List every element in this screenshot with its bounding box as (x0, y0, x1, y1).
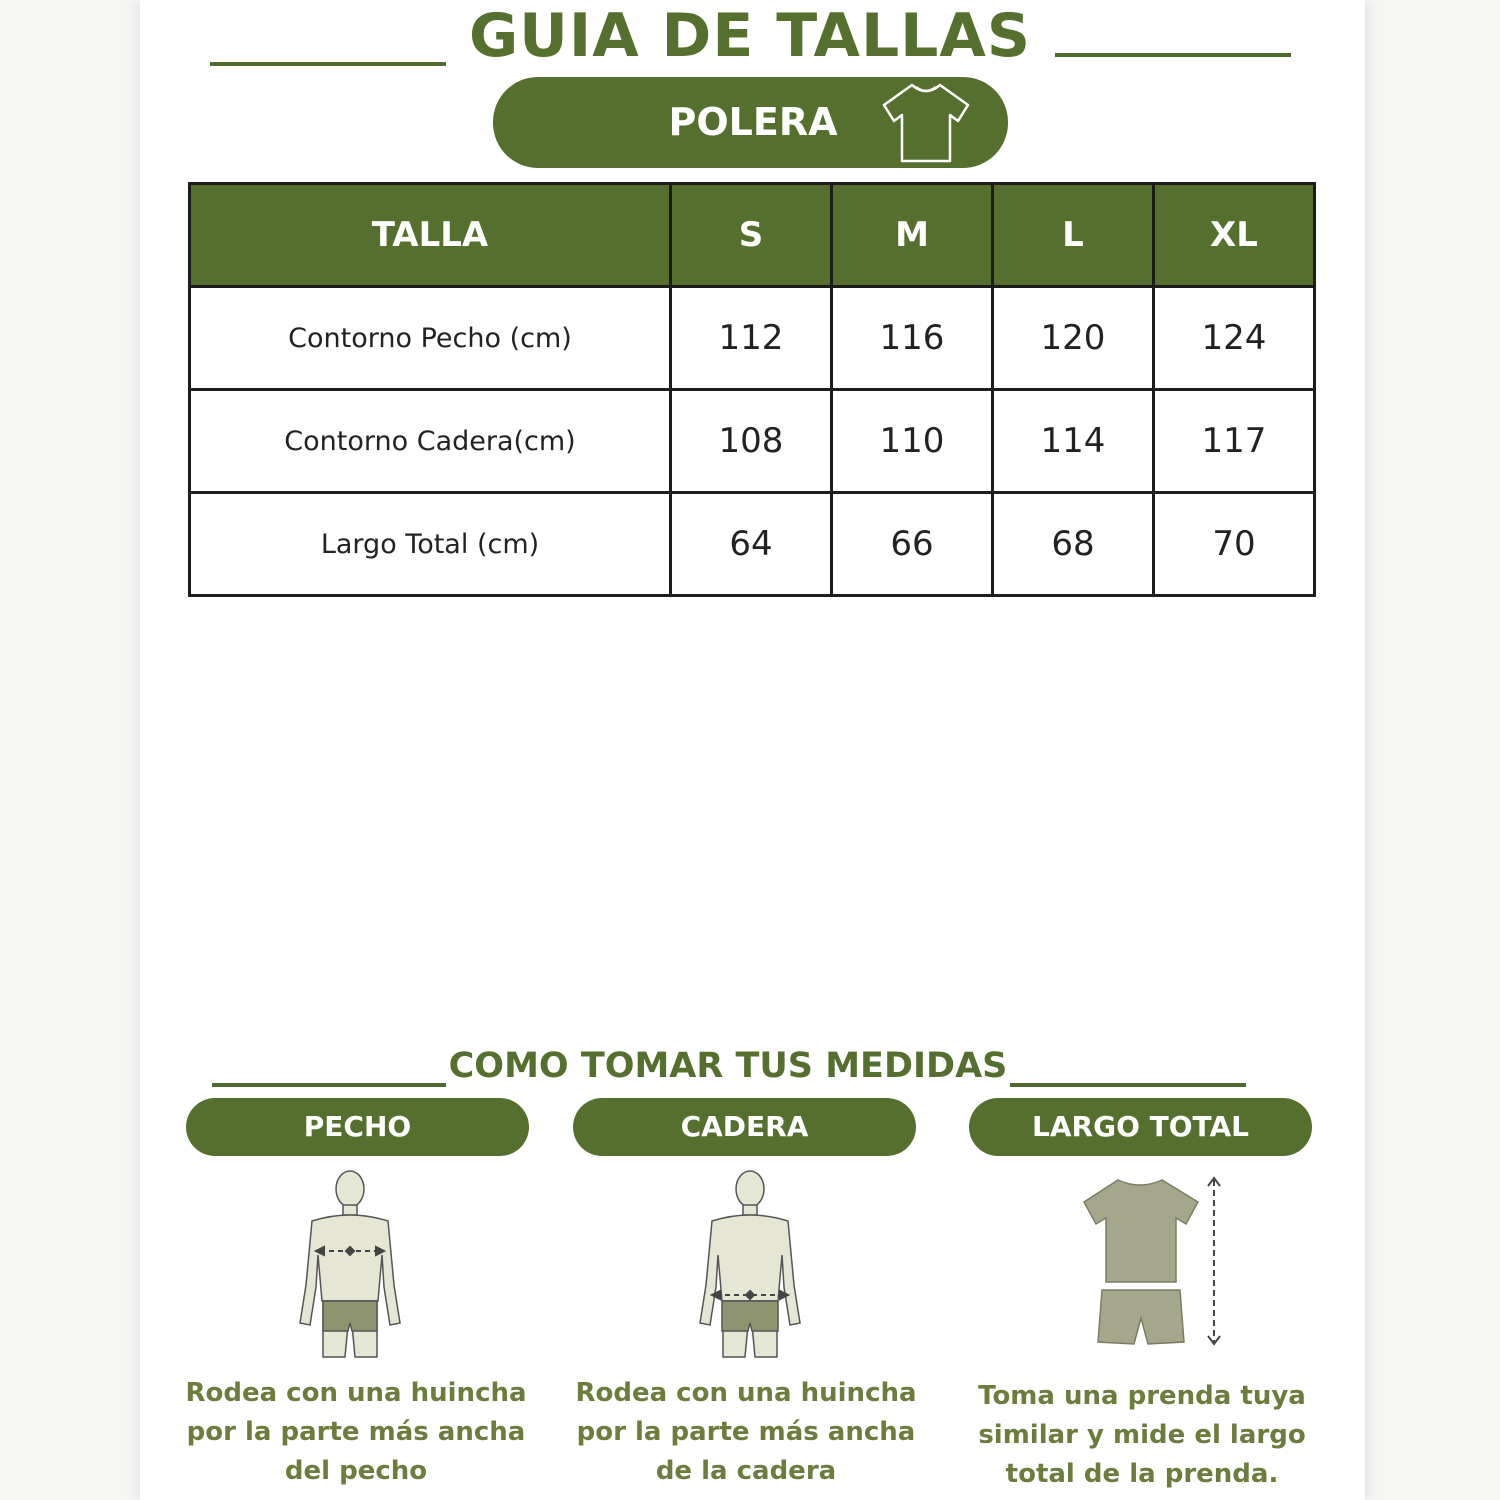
pecho-caption: Rodea con una huincha por la parte más ancha del pecho (185, 1378, 527, 1486)
largo-total-badge: LARGO TOTAL (969, 1098, 1312, 1156)
column-header-m: M (832, 184, 993, 287)
measure-section-title: COMO TOMAR TUS MEDIDAS (448, 1046, 1008, 1086)
page-title: GUIA DE TALLAS (468, 1, 1032, 71)
table-cell: 66 (832, 493, 993, 596)
table-header-row (190, 184, 1315, 287)
table-cell: 70 (1154, 493, 1315, 596)
table-cell: 112 (671, 287, 832, 390)
tshirt-outline-icon (878, 81, 974, 165)
column-header-talla: TALLA (190, 184, 671, 287)
body-chest-measure-icon (290, 1165, 410, 1360)
table-cell: 117 (1154, 390, 1315, 493)
table-cell: 108 (671, 390, 832, 493)
measure-rule-right (1010, 1083, 1246, 1087)
cadera-caption: Rodea con una huincha por la parte más ancha de la cadera (575, 1378, 917, 1486)
body-hip-measure-icon (690, 1165, 810, 1360)
largo-total-caption: Toma una prenda tuya similar y mide el largo total de la prenda. (978, 1381, 1306, 1489)
table-cell: 120 (993, 287, 1154, 390)
table-cell: 124 (1154, 287, 1315, 390)
garment-label: POLERA (668, 100, 838, 144)
column-header-xl: XL (1154, 184, 1315, 287)
table-row (190, 390, 1315, 493)
table-cell: 68 (993, 493, 1154, 596)
size-table (188, 182, 1316, 597)
garment-badge (493, 77, 1008, 168)
table-row (190, 287, 1315, 390)
column-header-s: S (671, 184, 832, 287)
row-label: Contorno Cadera(cm) (190, 390, 671, 493)
table-cell: 116 (832, 287, 993, 390)
table-row (190, 493, 1315, 596)
table-cell: 64 (671, 493, 832, 596)
row-label: Contorno Pecho (cm) (190, 287, 671, 390)
title-rule-left (210, 62, 446, 66)
measure-rule-left (212, 1083, 446, 1087)
pecho-badge: PECHO (186, 1098, 529, 1156)
row-label: Largo Total (cm) (190, 493, 671, 596)
table-cell: 110 (832, 390, 993, 493)
garment-length-measure-icon (1080, 1172, 1230, 1350)
table-cell: 114 (993, 390, 1154, 493)
title-rule-right (1055, 53, 1291, 57)
column-header-l: L (993, 184, 1154, 287)
cadera-badge: CADERA (573, 1098, 916, 1156)
